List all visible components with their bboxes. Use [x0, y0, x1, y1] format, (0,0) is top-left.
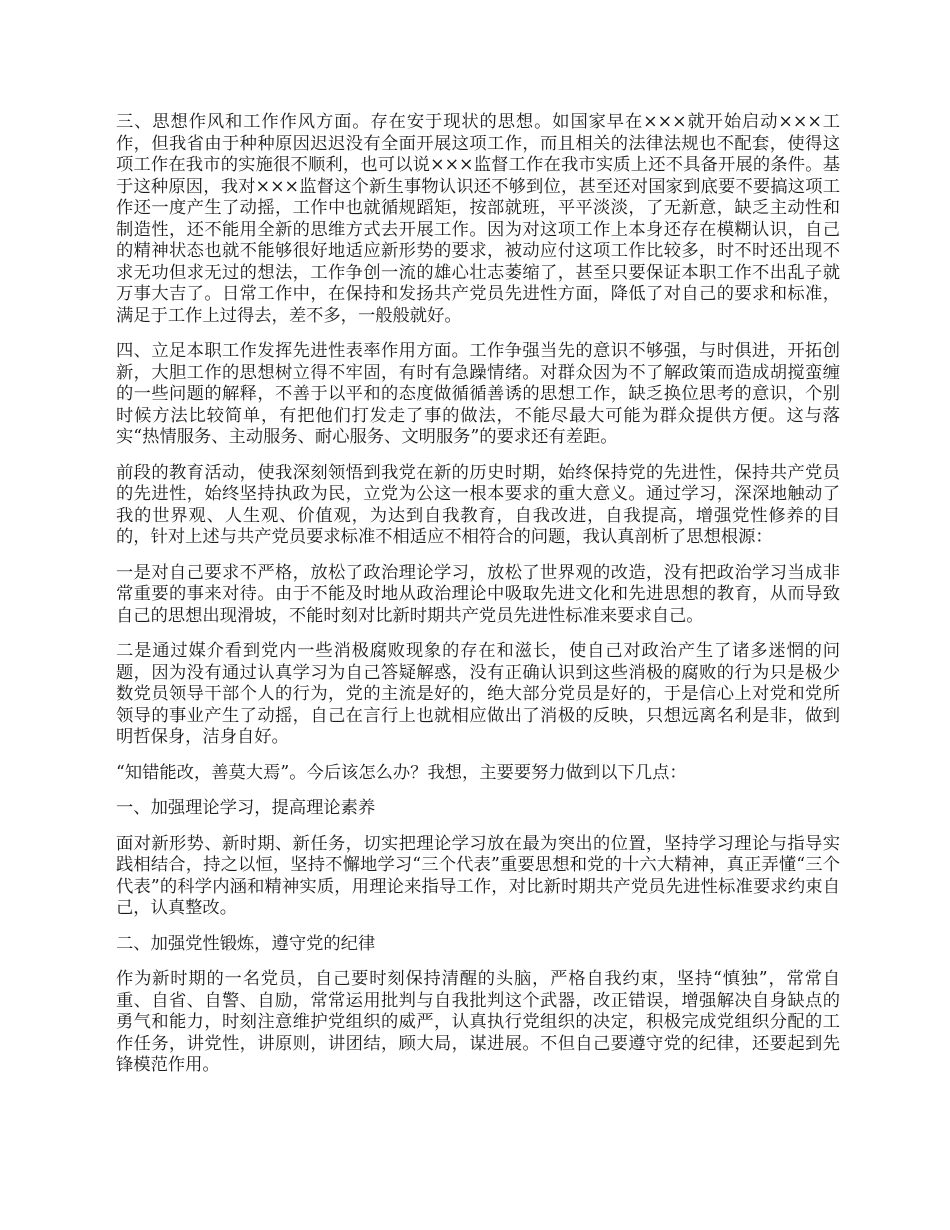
- heading-party-discipline: 二、加强党性锻炼，遵守党的纪律: [116, 933, 376, 954]
- paragraph-work-style: 三、思想作风和工作作风方面。存在安于现状的思想。如国家早在×××就开始启动×××工作，但我省由于种种原因迟迟没有全面开展这项工作，而且相关的法律法规也不配套，使得这项工作在我市的实施很不顺利，也可以说×××监督工作在我市实质上还不具备开展的条件。基于这种原因，我对×××监督这个新生事物认识还不够到位，甚至还对国家到底要不要搞这项工作还一度产生了动摇，工作中也就循规蹈矩，按部就班，平平淡淡，了无新意，缺乏主动性和制造性，还不能用全新的思维方式去开展工作。因为对这项工作上本身还存在模糊认识，自己的精神状态也就不能够很好地适应新形势的要求，被动应付这项工作比较多，时不时还出现不求无功但求无过的想法，工作争创一流的雄心壮志萎缩了，甚至只要保证本职工作不出乱子就万事大吉了。日常工作中，在保持和发扬共产党员先进性方面，降低了对自己的要求和标准，满足于工作上过得去，差不多，一般般就好。: [116, 112, 840, 326]
- paragraph-theory-study: 面对新形势、新时期、新任务，切实把理论学习放在最为突出的位置，坚持学习理论与指导实践相结合，持之以恒，坚持不懈地学习“三个代表”重要思想和党的十六大精神，真正弄懂“三个代表”的科学内涵和精神实质，用理论来指导工作，对比新时期共产党员先进性标准要求约束自己，认真整改。: [116, 833, 840, 918]
- paragraph-exemplary-role: 四、立足本职工作发挥先进性表率作用方面。工作争强当先的意识不够强，与时俱进，开拓创新，大胆工作的思想树立得不牢固，有时有急躁情绪。对群众因为不了解政策而造成胡搅蛮缠的一些问题的解释，不善于以平和的态度做循循善诱的思想工作，缺乏换位思考的意识，个别时候方法比较简单，有把他们打发走了事的做法，不能尽最大可能为群众提供方便。这与落实“热情服务、主动服务、耐心服务、文明服务”的要求还有差距。: [116, 341, 840, 447]
- heading-theory-study: 一、加强理论学习，提高理论素养: [116, 798, 376, 818]
- paragraph-future-plan-intro: “知错能改，善莫大焉”。今后该怎么办？我想，主要要努力做到以下几点：: [116, 762, 687, 783]
- paragraph-party-discipline: 作为新时期的一名党员，自己要时刻保持清醒的头脑，严格自我约束，坚持“慎独”，常常自重、自省、自警、自励，常常运用批判与自我批判这个武器，改正错误，增强解决自身缺点的勇气和能力，时刻注意维护党组织的威严，认真执行党组织的决定，积极完成党组织分配的工作任务，讲党性，讲原则，讲团结，顾大局，谋进展。不但自己要遵守党的纪律，还要起到先锋模范作用。: [116, 969, 840, 1075]
- paragraph-education-activity: 前段的教育活动，使我深刻领悟到我党在新的历史时期，始终保持党的先进性，保持共产党员的先进性，始终坚持执政为民，立党为公这一根本要求的重大意义。通过学习，深深地触动了我的世界观、人生观、价值观，为达到自我教育，自我改进，自我提高，增强党性修养的目的，针对上述与共产党员要求标准不相适应不相符合的问题，我认真剖析了思想根源：: [116, 462, 840, 547]
- paragraph-root-cause-one: 一是对自己要求不严格，放松了政治理论学习，放松了世界观的改造，没有把政治学习当成非常重要的事来对待。由于不能及时地从政治理论中吸取先进文化和先进思想的教育，从而导致自己的思想出现滑坡，不能时刻对比新时期共产党员先进性标准来要求自己。: [116, 562, 840, 626]
- document-body: [116, 112, 840, 1091]
- paragraph-root-cause-two: 二是通过媒介看到党内一些消极腐败现象的存在和滋长，使自己对政治产生了诸多迷惘的问题，因为没有通过认真学习为自己答疑解惑，没有正确认识到这些消极的腐败的行为只是极少数党员领导干部个人的行为，党的主流是好的，绝大部分党员是好的，于是信心上对党和党所领导的事业产生了动摇，自己在言行上也就相应做出了消极的反映，只想远离名利是非，做到明哲保身，洁身自好。: [116, 641, 840, 747]
